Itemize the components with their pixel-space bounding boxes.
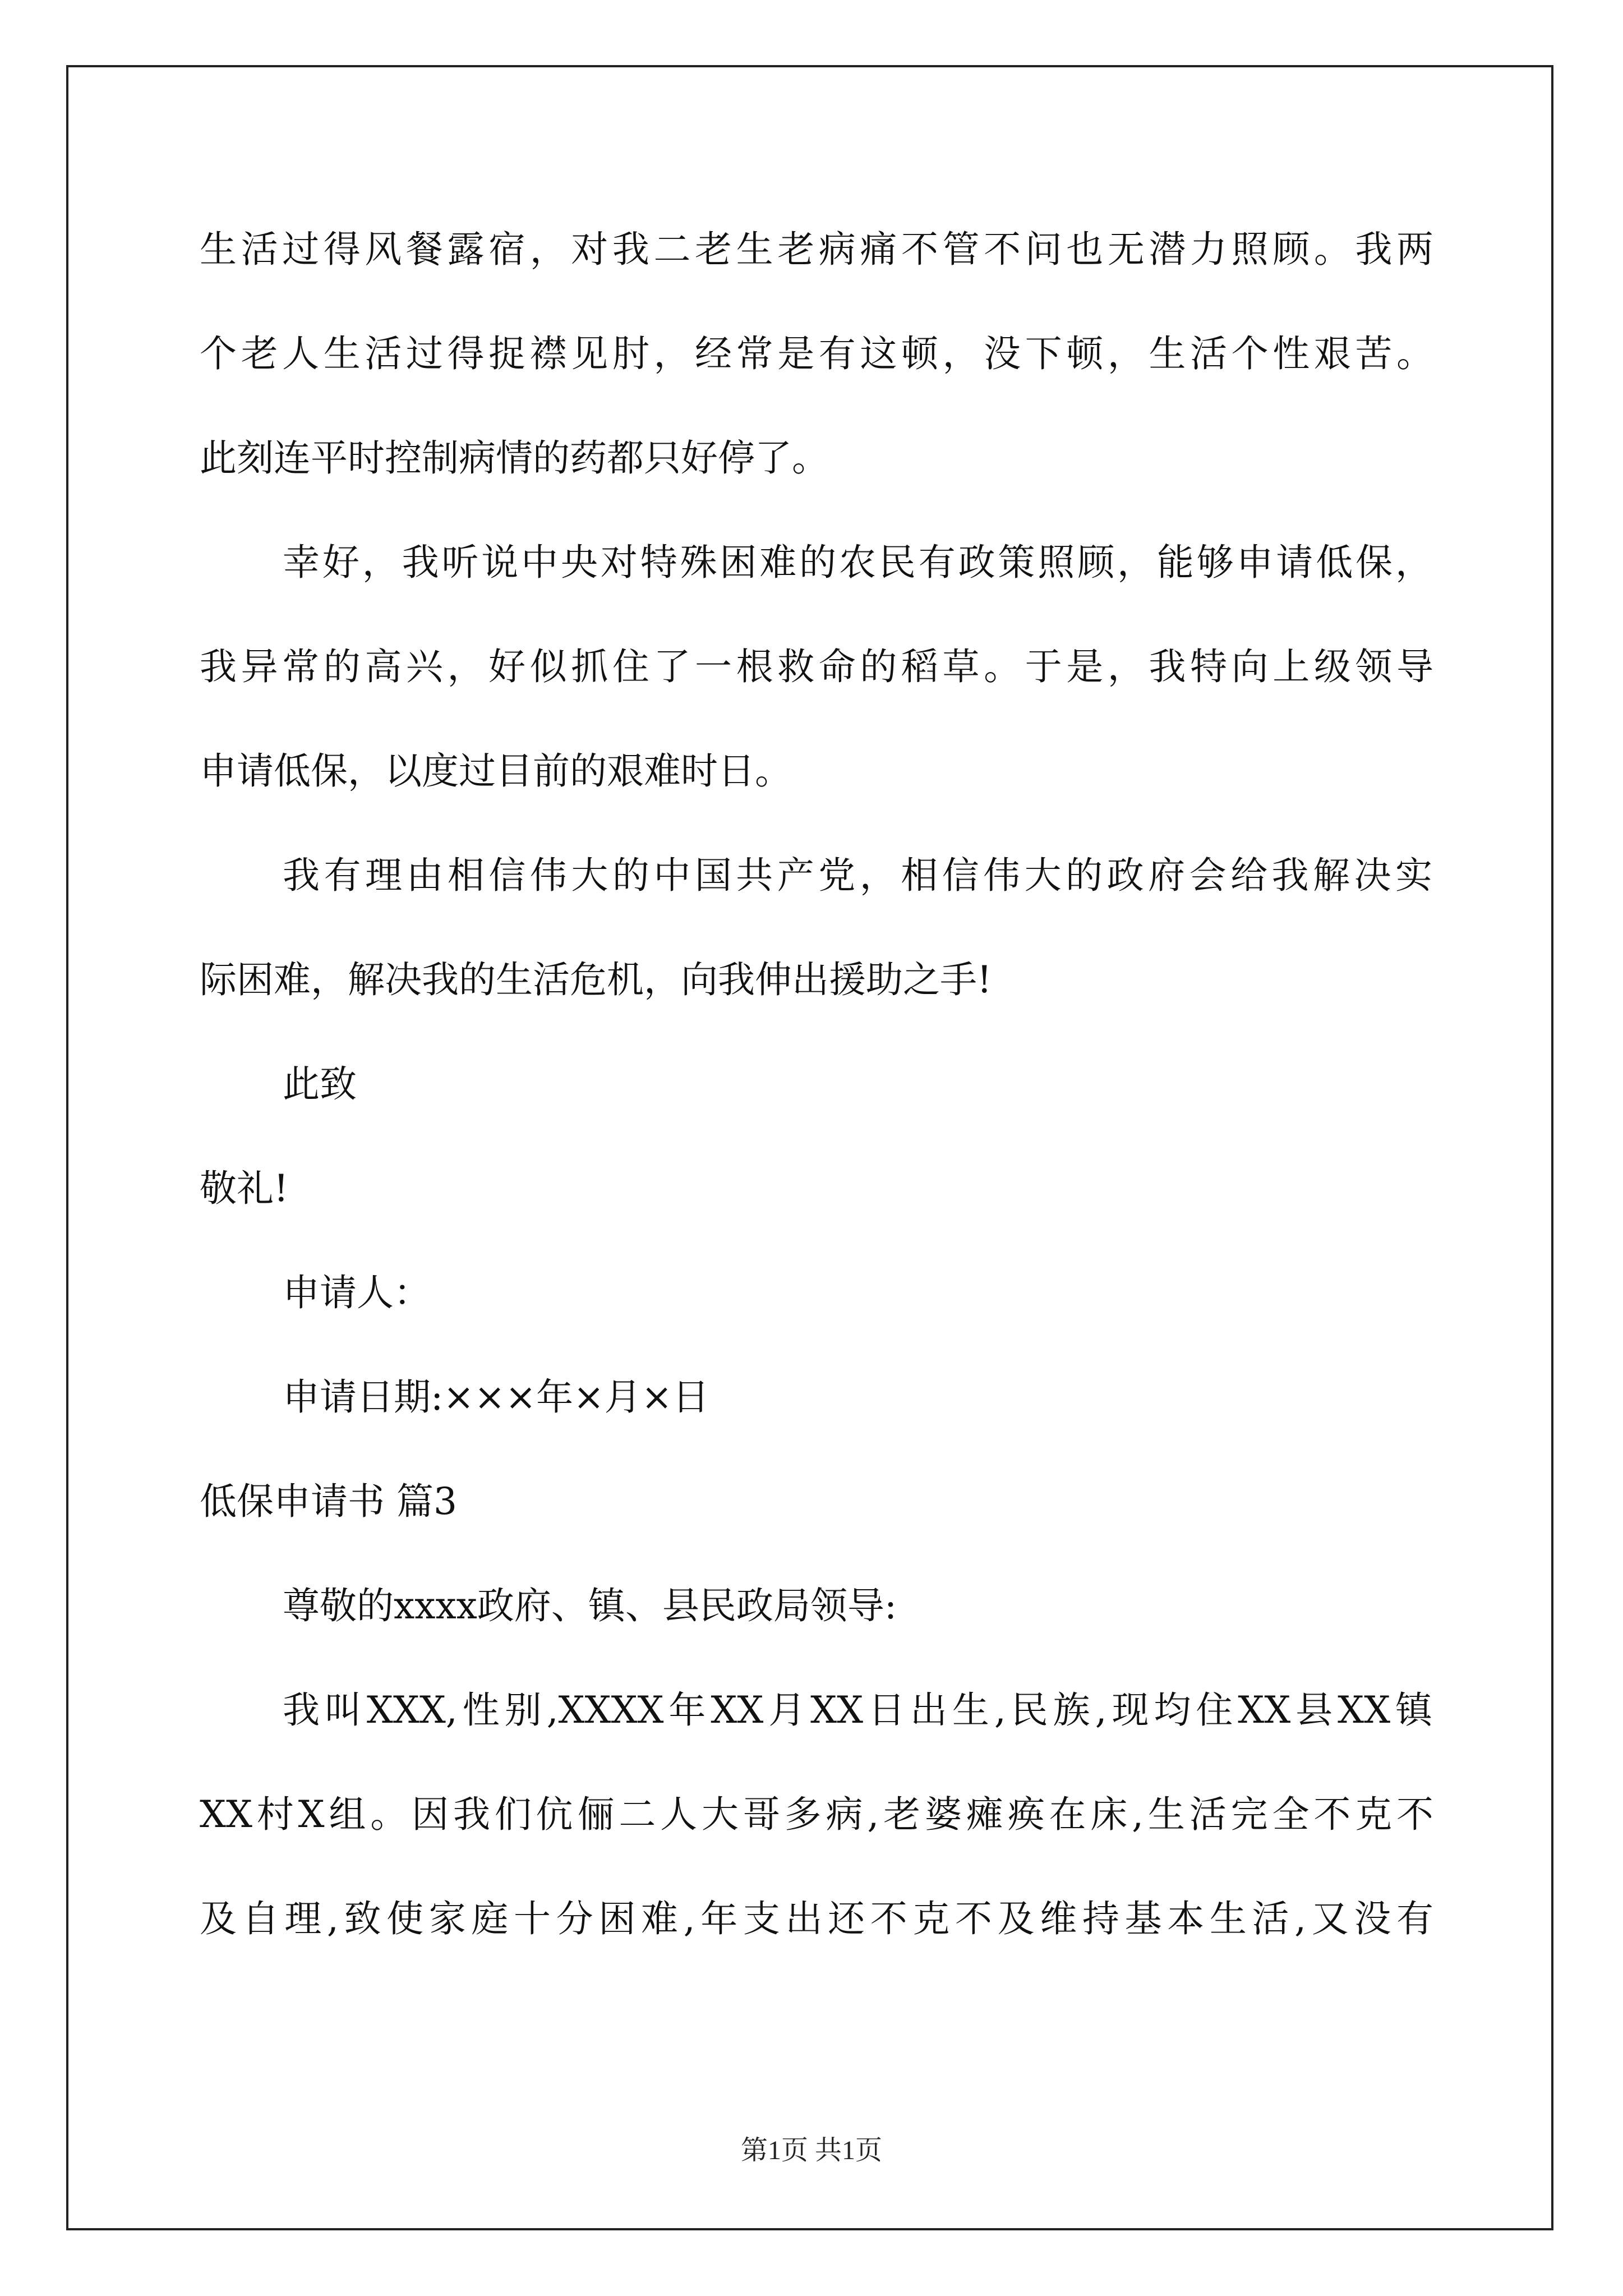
section-heading: 低保申请书 篇3 [200, 1480, 457, 1523]
text-line-17: 及自理,致使家庭十分困难,年支出还不克不及维持基本生活,又没有 [200, 1897, 1433, 1940]
applicant-line: 申请人： [283, 1271, 431, 1314]
application-date-line: 申请日期:×××年×月×日 [283, 1375, 709, 1419]
text-line-15: 我叫XXX,性别,XXXX年XX月XX日出生,民族,现均住XX县XX镇 [283, 1688, 1432, 1732]
text-line-1: 生活过得风餐露宿，对我二老生老病痛不管不问也无潜力照顾。我两 [200, 228, 1433, 271]
text-line-8: 际困难，解决我的生活危机，向我伸出援助之手! [200, 958, 992, 1001]
salutation-line: 此致 [283, 1062, 357, 1106]
text-line-5: 我异常的高兴，好似抓住了一根救命的稻草。于是，我特向上级领导 [200, 645, 1433, 688]
text-line-16: XX村X组。因我们伉俪二人大哥多病,老婆瘫痪在床,生活完全不克不 [200, 1793, 1433, 1836]
text-line-6: 申请低保，以度过目前的艰难时日。 [200, 749, 792, 793]
text-line-4: 幸好，我听说中央对特殊困难的农民有政策照顾，能够申请低保， [283, 541, 1432, 584]
text-line-3: 此刻连平时控制病情的药都只好停了。 [200, 436, 829, 480]
closing-line: 敬礼! [200, 1167, 289, 1210]
text-line-7: 我有理由相信伟大的中国共产党，相信伟大的政府会给我解决实 [283, 854, 1432, 897]
addressee-line: 尊敬的xxxx政府、镇、县民政局领导: [283, 1584, 897, 1627]
page-number-footer: 第1页 共1页 [740, 2136, 882, 2165]
text-line-2: 个老人生活过得捉襟见肘，经常是有这顿，没下顿，生活个性艰苦。 [200, 332, 1433, 375]
